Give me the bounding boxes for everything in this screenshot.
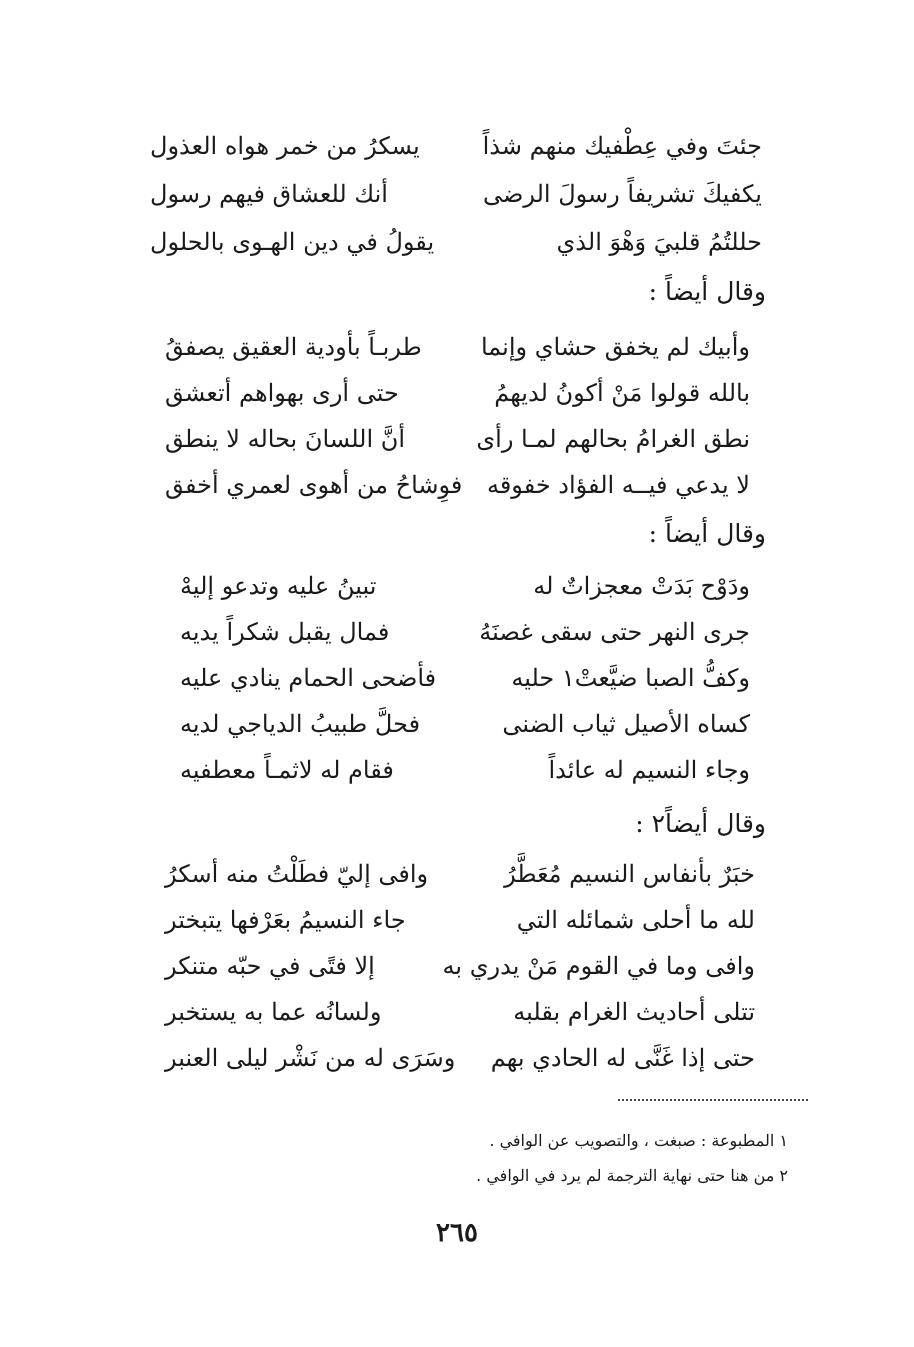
footnote-separator <box>618 1099 808 1101</box>
hemistich-right: كساه الأصيل ثياب الضنى <box>502 710 750 738</box>
verse-2-3 <box>165 417 750 461</box>
page-number: ٢٦٥ <box>436 1218 478 1248</box>
verse-1-2 <box>150 172 762 216</box>
verse-2-2 <box>165 371 750 415</box>
hemistich-left: فقام له لاثمـاً معطفيه <box>180 756 394 784</box>
hemistich-left: ولسانُه عما به يستخبر <box>165 998 382 1026</box>
hemistich-right: وأبيك لم يخفق حشاي وإنما <box>480 333 750 361</box>
verse-4-1 <box>165 852 755 896</box>
footnote-1: ١ المطبوعة : صبغت ، والتصويب عن الوافي . <box>489 1131 788 1150</box>
hemistich-left: فوِشاحُ من أهوى لعمري أخفق <box>165 471 463 499</box>
hemistich-left: حتى أرى بهواهم أتعشق <box>165 379 399 407</box>
section-heading: وقال أيضاً : <box>648 519 766 548</box>
hemistich-right: جرى النهر حتى سقى غصنَهُ <box>479 618 750 646</box>
hemistich-right: يكفيكَ تشريفاً رسولَ الرضى <box>482 180 762 208</box>
hemistich-left: يسكرُ من خمر هواه العذول <box>150 132 420 160</box>
hemistich-left: أنك للعشاق فيهم رسول <box>150 180 388 208</box>
verse-4-5 <box>165 1036 755 1080</box>
hemistich-left: جاء النسيمُ بعَرْفها يتبختر <box>165 906 406 934</box>
hemistich-right: ودَوْح بَدَتْ معجزاتٌ له <box>533 572 750 600</box>
verse-2-1 <box>165 325 750 369</box>
hemistich-left: فمال يقبل شكراً يديه <box>180 618 390 646</box>
hemistich-left: وافى إليّ فطَلْتُ منه أسكرُ <box>165 860 429 888</box>
verse-3-4 <box>180 702 750 746</box>
hemistich-left: طربـاً بأودية العقيق يصفقُ <box>165 333 422 361</box>
hemistich-left: فأضحى الحمام ينادي عليه <box>180 664 437 692</box>
verse-2-4 <box>165 463 750 507</box>
hemistich-right: جئتَ وفي عِطْفيك منهم شذاً <box>482 132 762 160</box>
verse-3-5 <box>180 748 750 792</box>
footnote-2: ٢ من هنا حتى نهاية الترجمة لم يرد في الوافي . <box>476 1166 788 1185</box>
hemistich-left: أنَّ اللسانَ بحاله لا ينطق <box>165 425 406 453</box>
hemistich-right: حتى إذا غَنَّى له الحادي بهم <box>490 1044 755 1072</box>
hemistich-left: تبينُ عليه وتدعو إليهْ <box>180 572 377 600</box>
hemistich-left: وسَرَى له من نَشْر ليلى العنبر <box>165 1044 456 1072</box>
hemistich-right: تتلى أحاديث الغرام بقلبه <box>513 998 755 1026</box>
hemistich-left: إلا فتًى في حبّه متنكر <box>165 952 375 980</box>
hemistich-right: نطق الغرامُ بحالهم لمـا رأى <box>476 425 750 453</box>
hemistich-right: حللتُمُ قلبيَ وَهْوَ الذي <box>556 228 762 256</box>
verse-4-4 <box>165 990 755 1034</box>
hemistich-right: وكفُّ الصبا ضيَّعتْ١ حليه <box>511 664 750 692</box>
section-heading: وقال أيضاً : <box>648 277 766 306</box>
verse-1-1 <box>150 124 762 168</box>
verse-4-3 <box>165 944 755 988</box>
verse-3-2 <box>180 610 750 654</box>
verse-4-2 <box>165 898 755 942</box>
hemistich-right: وجاء النسيم له عائداً <box>548 756 750 784</box>
verse-1-3 <box>150 220 762 264</box>
hemistich-right: وافى وما في القوم مَنْ يدري به <box>442 952 755 980</box>
section-heading: وقال أيضاً٢ : <box>635 809 766 838</box>
verse-3-3 <box>180 656 750 700</box>
hemistich-right: لله ما أحلى شمائله التي <box>516 906 755 934</box>
hemistich-right: لا يدعي فيــه الفؤاد خفوقه <box>486 471 750 499</box>
hemistich-left: يقولُ في دين الهـوى بالحلول <box>150 228 435 256</box>
hemistich-left: فحلَّ طبيبُ الدياجي لديه <box>180 710 421 738</box>
hemistich-right: خبَرٌ بأنفاس النسيم مُعَطَّرُ <box>504 860 755 888</box>
verse-3-1 <box>180 564 750 608</box>
hemistich-right: بالله قولوا مَنْ أكونُ لديهمُ <box>494 379 750 407</box>
